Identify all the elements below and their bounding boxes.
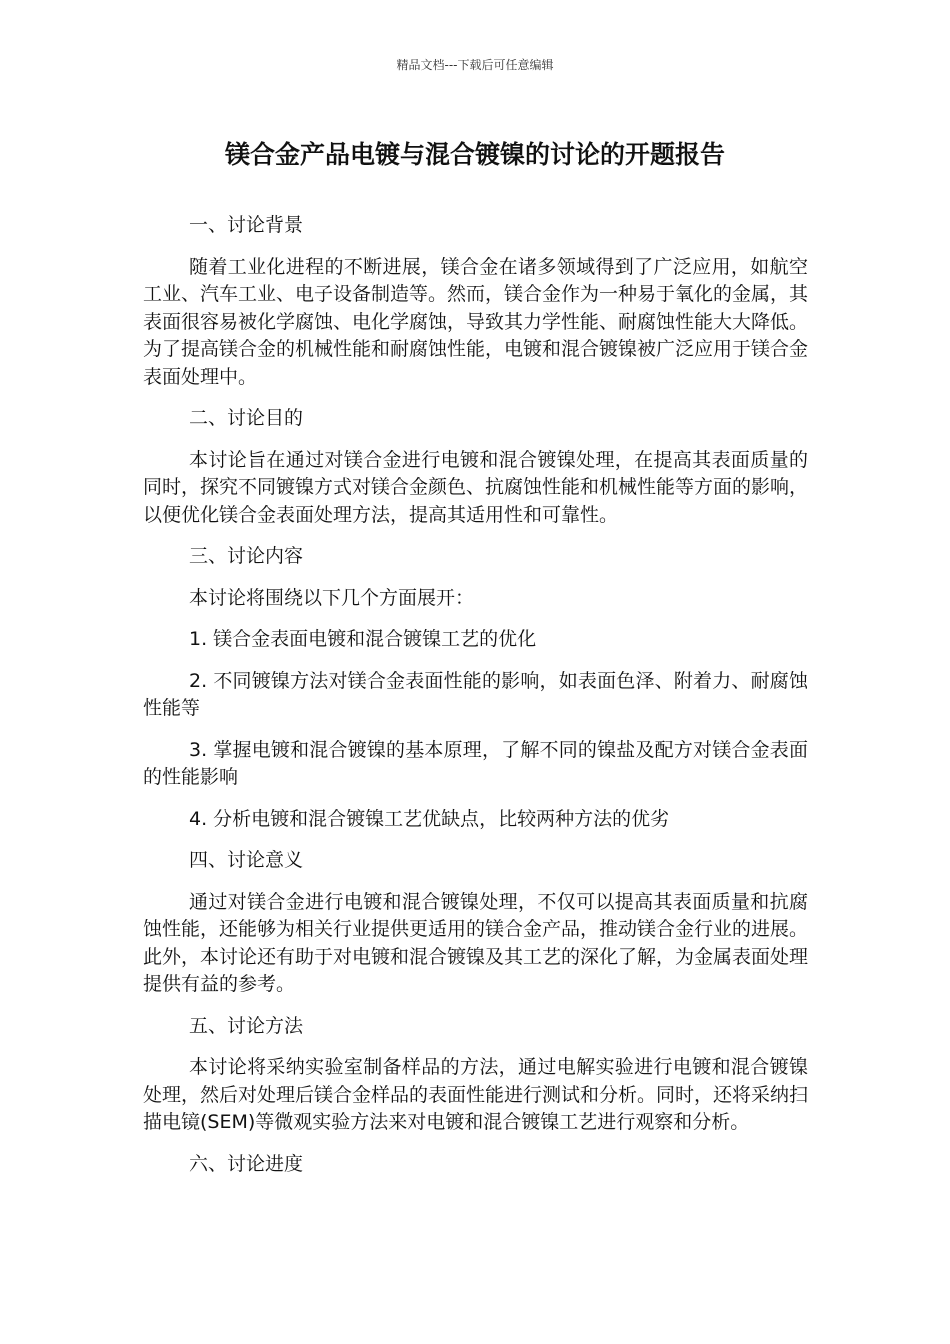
paragraph-content-intro: 本讨论将围绕以下几个方面展开：	[189, 586, 475, 609]
paragraph-background: 随着工业化进程的不断进展，镁合金在诸多领域得到了广泛应用，如航空工业、汽车工业、电子设备制造等。然而，镁合金作为一种易于氧化的金属，其表面很容易被化学腐蚀、电化学腐蚀，导致其力学性能、耐腐蚀性能大大降低。为了提高镁合金的机械性能和耐腐蚀性能，电镀和混合镀镍被广泛应用于镁合金表面处理中。	[143, 255, 809, 388]
section-heading-method: 五、讨论方法	[189, 1014, 304, 1037]
section-heading-significance: 四、讨论意义	[189, 849, 304, 871]
list-item-2: 2. 不同镀镍方法对镁合金表面性能的影响，如表面色泽、附着力、耐腐蚀性能等	[143, 669, 808, 719]
section-heading-content: 三、讨论内容	[189, 545, 304, 567]
paragraph-purpose: 本讨论旨在通过对镁合金进行电镀和混合镀镍处理，在提高其表面质量的同时，探究不同镀镍方式对镁合金颜色、抗腐蚀性能和机械性能等方面的影响，以便优化镁合金表面处理方法，提高其适用性和可靠性。	[143, 448, 809, 526]
list-item-3: 3. 掌握电镀和混合镀镍的基本原理，了解不同的镍盐及配方对镁合金表面的性能影响	[143, 738, 808, 788]
header-watermark: 精品文档---下载后可任意编辑	[396, 58, 554, 72]
document-title: 镁合金产品电镀与混合镀镍的讨论的开题报告	[224, 140, 725, 169]
list-item-1: 1. 镁合金表面电镀和混合镀镍工艺的优化	[189, 628, 537, 650]
paragraph-method: 本讨论将采纳实验室制备样品的方法，通过电解实验进行电镀和混合镀镍处理，然后对处理后镁合金样品的表面性能进行测试和分析。同时，还将采纳扫描电镜(SEM)等微观实验方法来对电镀和混合镀镍工艺进行观察和分析。	[143, 1056, 809, 1133]
section-heading-background: 一、讨论背景	[189, 214, 304, 236]
section-heading-progress: 六、讨论进度	[189, 1152, 304, 1175]
list-item-4: 4. 分析电镀和混合镀镍工艺优缺点，比较两种方法的优劣	[189, 807, 670, 830]
document-body	[143, 212, 808, 1192]
paragraph-significance: 通过对镁合金进行电镀和混合镀镍处理，不仅可以提高其表面质量和抗腐蚀性能，还能够为相关行业提供更适用的镁合金产品，推动镁合金行业的进展。此外，本讨论还有助于对电镀和混合镀镍及其工艺的深化了解，为金属表面处理提供有益的参考。	[143, 890, 809, 995]
section-heading-purpose: 二、讨论目的	[189, 407, 304, 429]
